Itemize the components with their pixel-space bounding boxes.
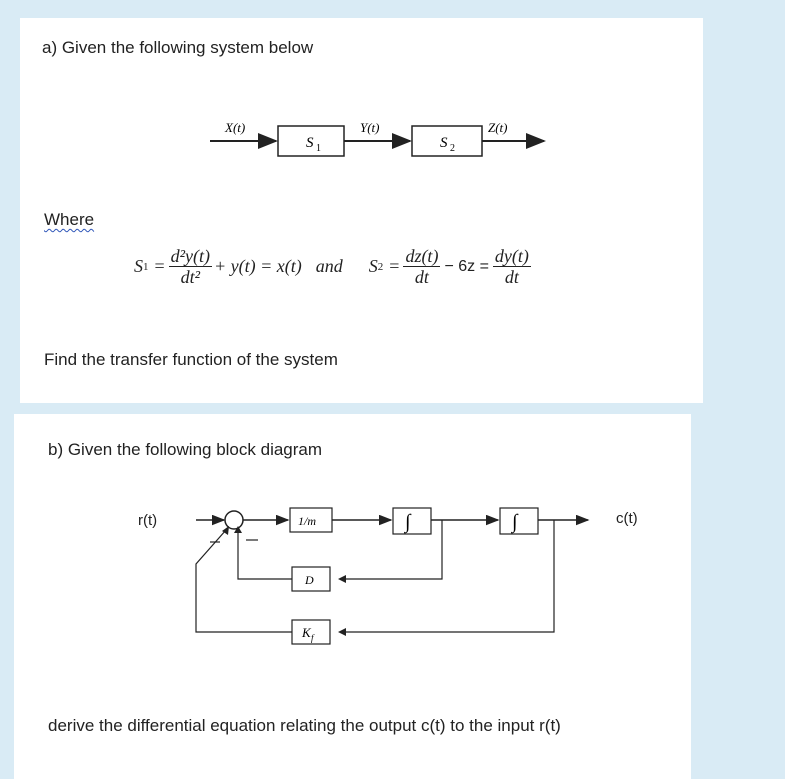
eq1-lhs-sub: 1 (143, 260, 149, 273)
system-diagram (20, 98, 703, 258)
part-b-panel (14, 414, 691, 779)
summing-junction (225, 511, 243, 529)
d-arrowhead (338, 575, 346, 583)
d-feedback-line (238, 531, 292, 579)
part-b-heading: b) Given the following block diagram (48, 440, 323, 459)
eq2-middle: − 6z = (444, 257, 489, 275)
where-label (44, 210, 94, 230)
input-label: r(t) (138, 512, 158, 529)
eq2-fraction1 (403, 246, 440, 287)
block-integrator-2 (500, 508, 538, 534)
eq2-lhs: S (368, 256, 378, 276)
eq2-den2: dt (504, 267, 519, 287)
signal-z: Z(t) (488, 120, 508, 135)
block-k-label: K (302, 625, 311, 640)
eq2-equals: = (389, 256, 400, 276)
eq2-fraction2 (493, 246, 531, 287)
block-gain-label: 1/m (298, 514, 316, 528)
block-s1-sub: 1 (316, 143, 321, 154)
part-a-panel (20, 18, 703, 403)
part-b-question: derive the differential equation relating the output c(t) to the input r(t) (48, 716, 561, 735)
eq1-equals: = (154, 256, 165, 276)
signal-x: X(t) (225, 120, 246, 135)
eq1-fraction (169, 246, 212, 287)
block-d-label: D (305, 573, 314, 587)
signal-y: Y(t) (360, 120, 380, 135)
part-a-heading: a) Given the following system below (42, 38, 314, 57)
eq2-den1: dt (414, 267, 429, 287)
eq1-rest: + y(t) = x(t) (214, 256, 302, 276)
equation-row (134, 246, 531, 287)
k-arrowhead (338, 628, 346, 636)
and-label: and (315, 256, 343, 276)
eq1-num: d²y(t) (170, 246, 211, 266)
where-text: Where (44, 210, 95, 229)
block-s2-sub: 2 (450, 143, 455, 154)
eq1-lhs: S (134, 256, 143, 276)
output-label: c(t) (616, 510, 638, 527)
part-a-question: Find the transfer function of the system (44, 350, 338, 369)
eq1-den: dt² (180, 267, 201, 287)
eq2-num1: dz(t) (405, 246, 439, 266)
block-k-sub: f (311, 633, 314, 643)
position-tap (346, 520, 554, 632)
block-s2-label: S (440, 135, 448, 151)
k-feedback-line (196, 530, 292, 632)
block-int1-label: ∫ (405, 511, 411, 533)
eq2-lhs-sub: 2 (377, 260, 384, 273)
eq2-num2: dy(t) (494, 246, 529, 266)
block-s1-label: S (306, 135, 314, 151)
block-integrator-1 (393, 508, 431, 534)
block-int2-label: ∫ (512, 511, 518, 533)
block-diagram (14, 484, 691, 724)
